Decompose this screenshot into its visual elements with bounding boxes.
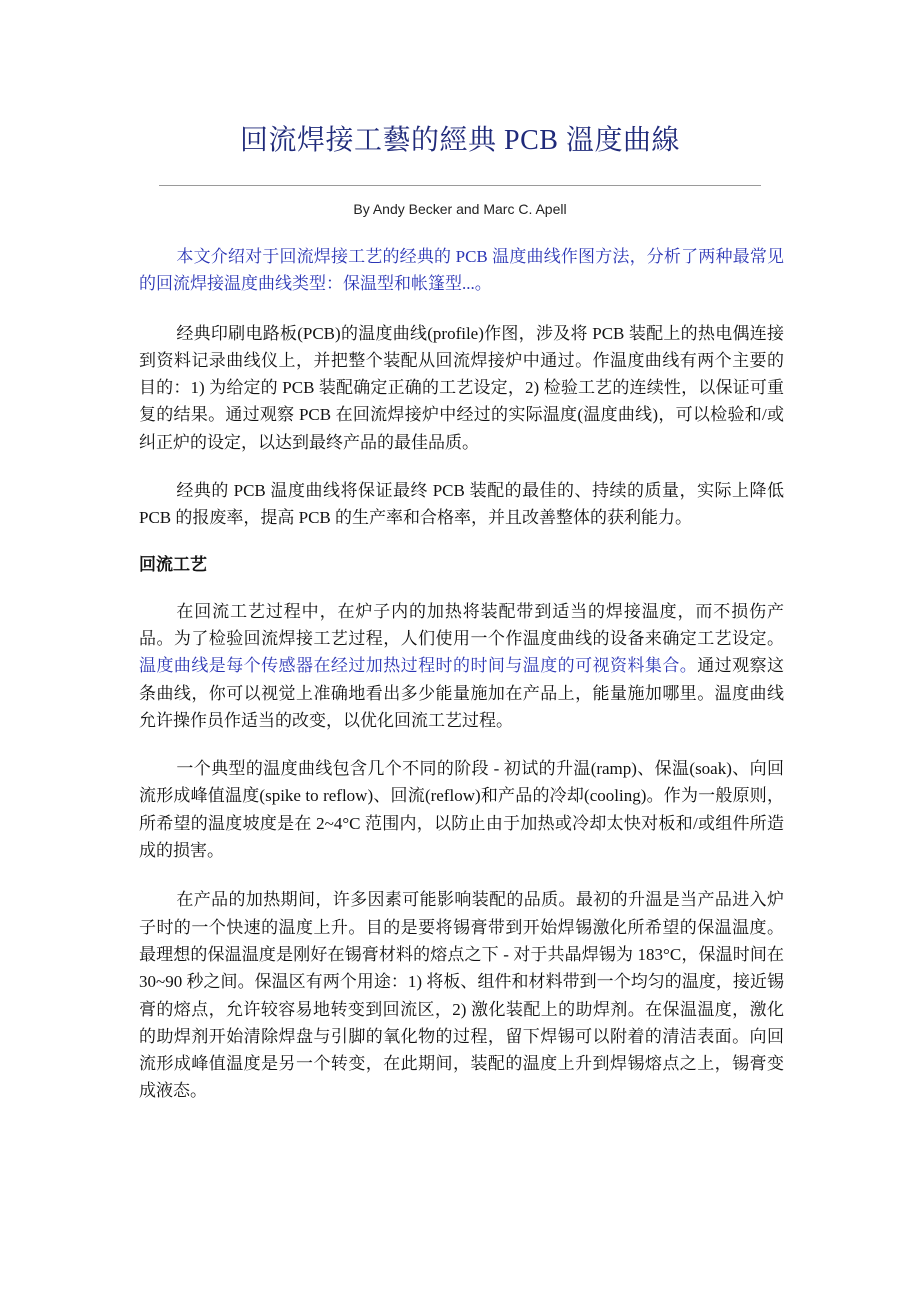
reflow-text-start: 在回流工艺过程中，在炉子内的加热将装配带到适当的焊接温度，而不损伤产品。为了检验回流焊接工艺过程，人们使用一个作温度曲线的设备来确定工艺设定。 bbox=[139, 601, 784, 648]
document-body bbox=[139, 243, 784, 1105]
paragraph-profile-intro: 经典印刷电路板(PCB)的温度曲线(profile)作图，涉及将 PCB 装配上的热电偶连接到资料记录曲线仪上，并把整个装配从回流焊接炉中通过。作温度曲线有两个主要的目的：1) 为给定的 PCB 装配确定正确的工艺设定，2) 检验工艺的连续性，以保证可重复的结果。通过观察 PCB 在回流焊接炉中经过的实际温度(温度曲线)，可以检验和/或纠正炉的设定，以达到最终产品的最佳品质。 bbox=[139, 323, 784, 452]
paragraph-heating-period: 在产品的加热期间，许多因素可能影响装配的品质。最初的升温是当产品进入炉子时的一个快速的温度上升。目的是要将锡膏带到开始焊锡激化所希望的保温温度。最理想的保温温度是刚好在锡膏材料的熔点之下 - 对于共晶焊锡为 183°C，保温时间在 30~90 秒之间。保温区有两个用途：1) 将板、组件和材料带到一个均匀的温度，接近锡膏的熔点，允许较容易地转变到回流区，2) 激化装配上的助焊剂。在保温温度，激化的助焊剂开始清除焊盘与引脚的氧化物的过程，留下焊锡可以附着的清洁表面。向回流形成峰值温度是另一个转变，在此期间，装配的温度上升到焊锡熔点之上，锡膏变成液态。 bbox=[139, 890, 784, 1101]
abstract-paragraph: 本文介绍对于回流焊接工艺的经典的 PCB 温度曲线作图方法，分析了两种最常见的回流焊接温度曲线类型：保温型和帐篷型...。 bbox=[139, 247, 784, 294]
profile-definition-highlight: 温度曲线是每个传感器在经过加热过程时的时间与温度的可视资料集合。 bbox=[139, 656, 698, 676]
section-heading-reflow: 回流工艺 bbox=[139, 554, 207, 575]
page-title: 回流焊接工藝的經典 PCB 溫度曲線 bbox=[240, 125, 680, 156]
paragraph-profile-stages: 一个典型的温度曲线包含几个不同的阶段 - 初试的升温(ramp)、保温(soak)、向回流形成峰值温度(spike to reflow)、回流(reflow)和产品的冷却(cooling)。作为一般原则，所希望的温度坡度是在 2~4°C 范围内，以防止由于加热或冷却太快对板和/或组件所造成的损害。 bbox=[139, 759, 784, 861]
author-byline: By Andy Becker and Marc C. Apell bbox=[353, 201, 567, 217]
paragraph-profile-benefits: 经典的 PCB 温度曲线将保证最终 PCB 装配的最佳的、持续的质量，实际上降低 PCB 的报废率，提高 PCB 的生产率和合格率，并且改善整体的获利能力。 bbox=[139, 481, 784, 528]
title-divider bbox=[159, 185, 761, 186]
paragraph-reflow-process bbox=[139, 598, 784, 734]
reflow-text-end: 通过观察这条曲线，你可以视觉上准确地看出多少能量施加在产品上，能量施加哪里。温度曲线允许操作员作适当的改变，以优化回流工艺过程。 bbox=[139, 656, 785, 730]
